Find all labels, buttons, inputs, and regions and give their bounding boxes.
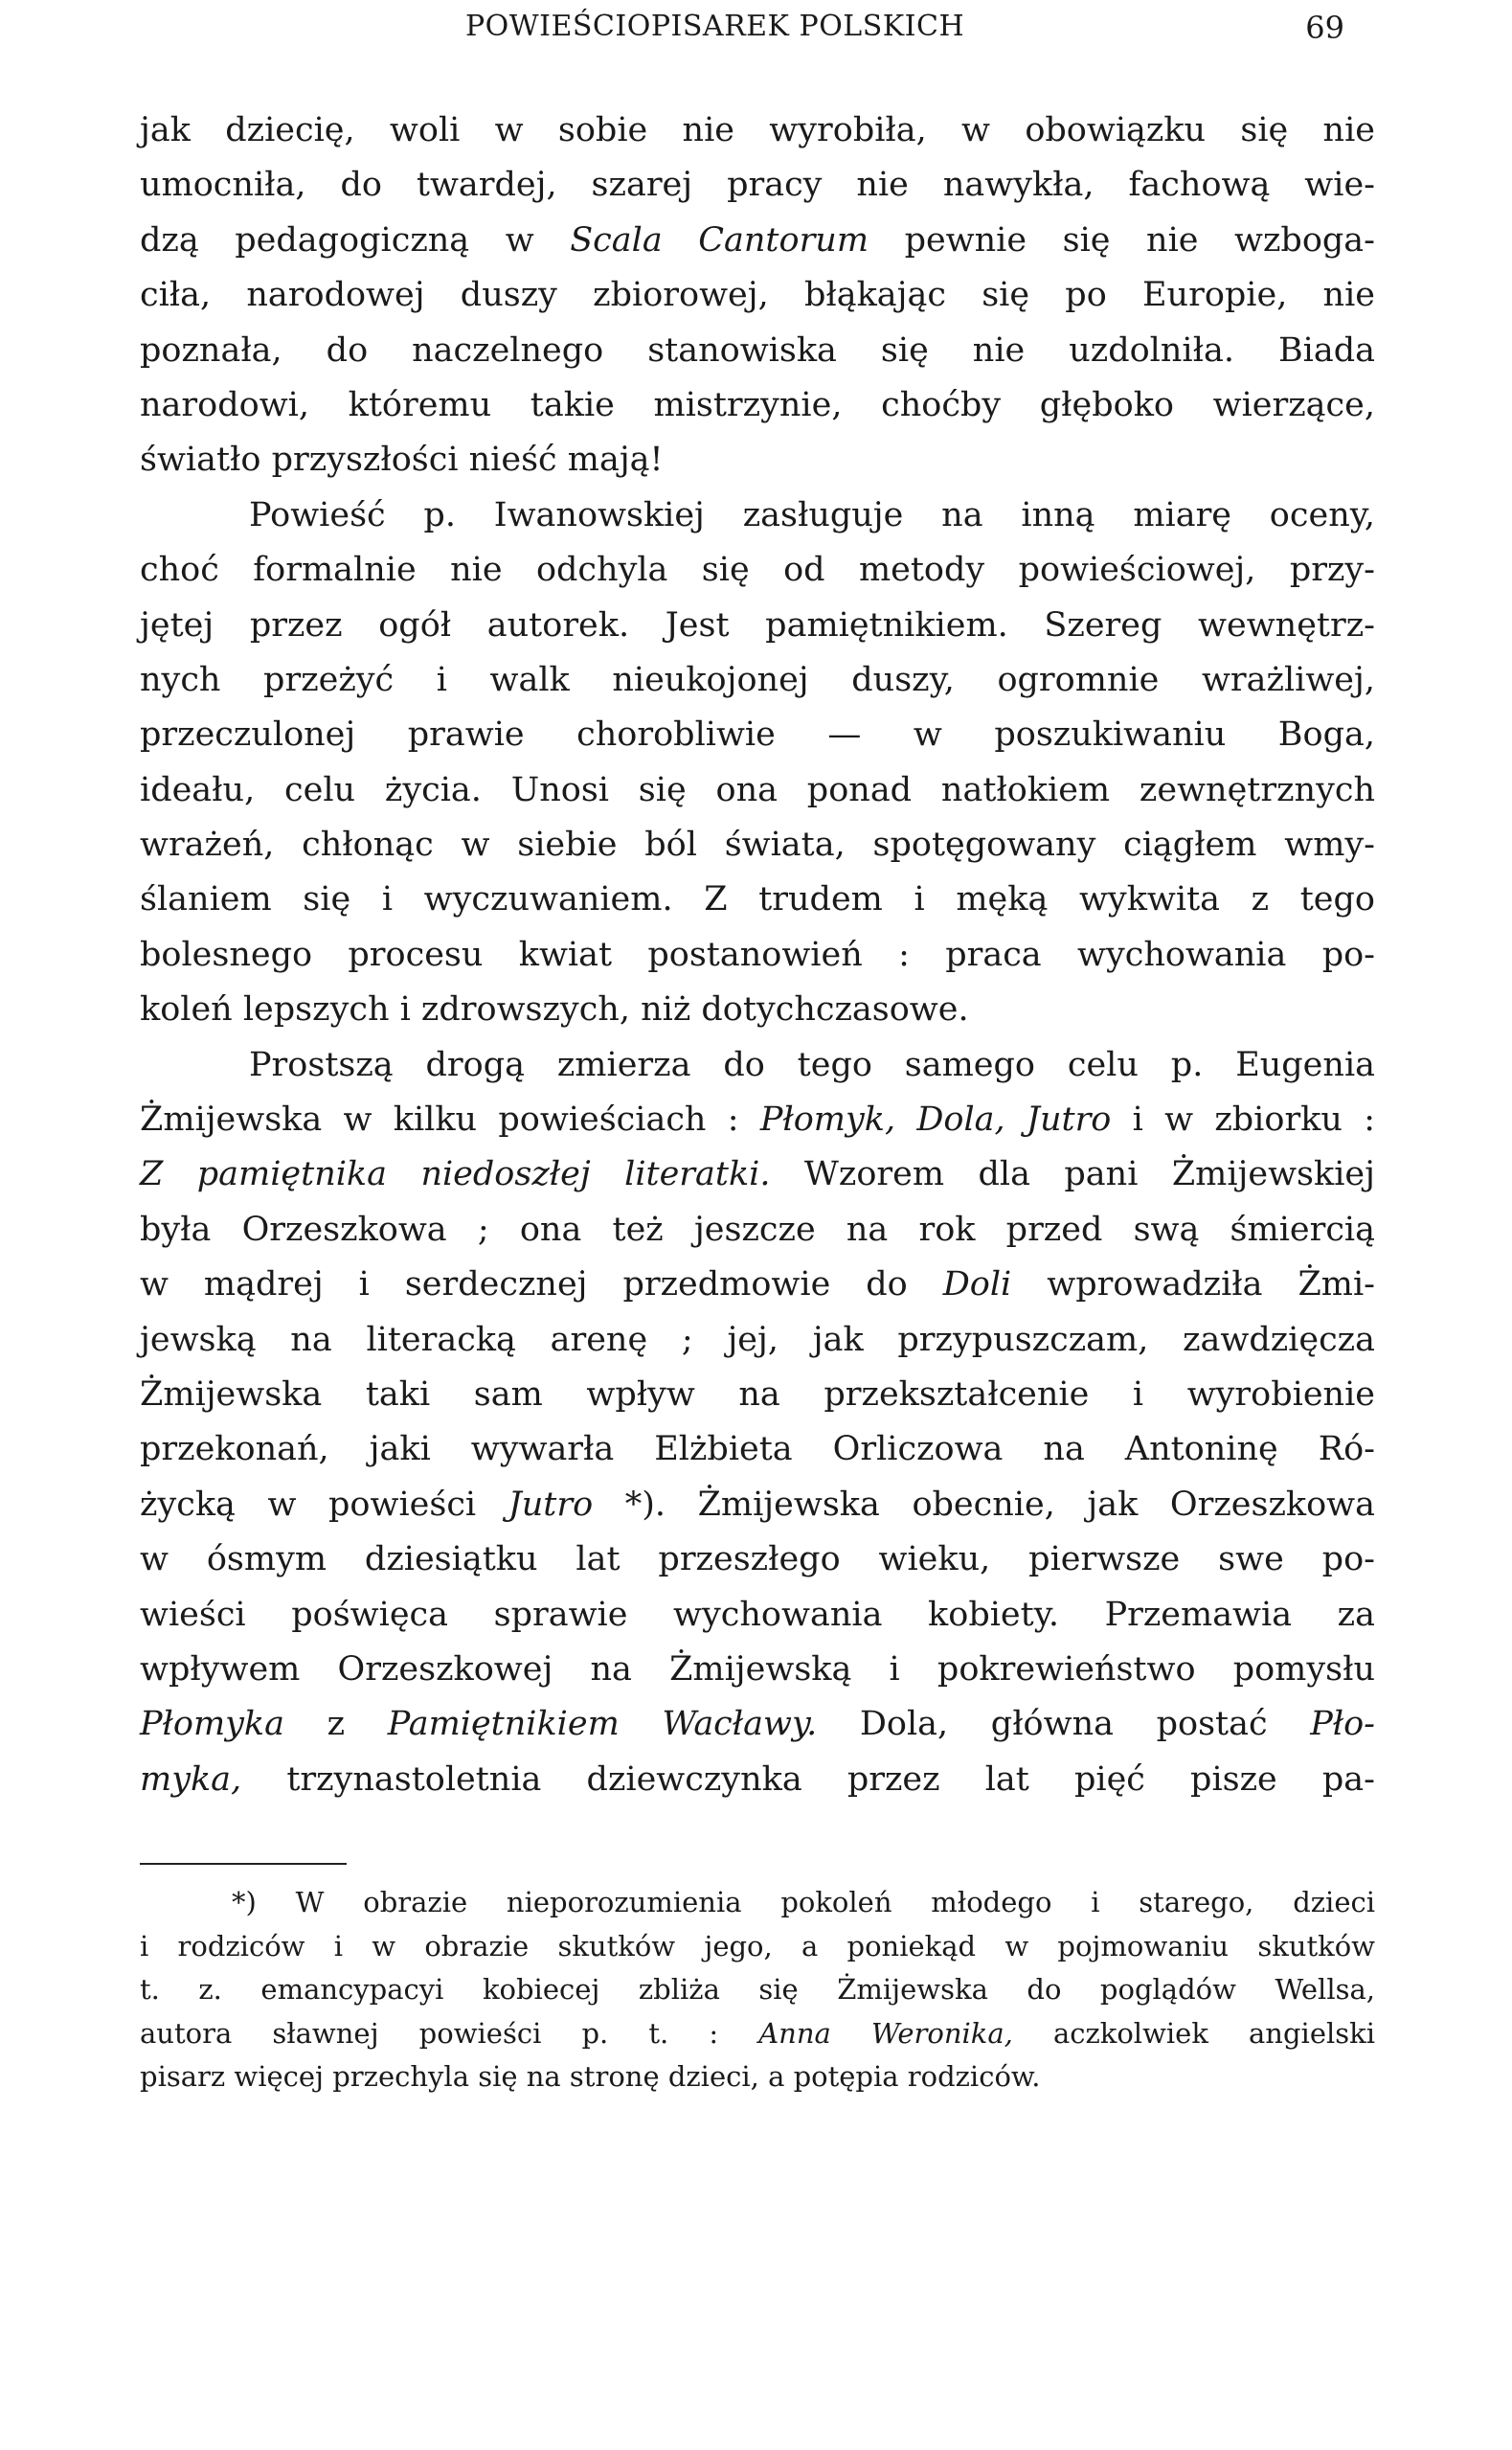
text-line: [140, 103, 1375, 158]
footnote-line: [140, 1881, 1375, 1925]
italic-text: Doli: [942, 1265, 1012, 1304]
main-text: [140, 103, 1375, 1807]
text-segment: jak dziecię, woli w sobie nie wyrobiła, w obowiązku się nie: [140, 111, 1375, 149]
text-segment: Wzorem dla pani Żmijewskiej: [770, 1155, 1375, 1194]
text-segment: trzynastoletnia dziewczynka przez lat pięć pisze pa-: [241, 1759, 1375, 1799]
text-segment: *) W obrazie nieporozumienia pokoleń młodego i starego, dzieci: [232, 1886, 1375, 1918]
text-segment: t. z. emancypacyi kobiecej zbliża się Żmijewska do poglądów Wellsa,: [140, 1973, 1375, 2007]
text-segment: Powieść p. Iwanowskiej zasługuje na inną miarę oceny,: [249, 495, 1375, 534]
footnote-line: [140, 2055, 1375, 2099]
text-segment: w ósmym dziesiątku lat przeszłego wieku, pierwsze swe po-: [140, 1540, 1375, 1579]
text-line: [140, 818, 1375, 873]
footnote-line: [140, 2012, 1375, 2056]
text-segment: *). Żmijewska obecnie, jak Orzeszkowa: [593, 1485, 1375, 1524]
footnotes: [140, 1881, 1375, 2099]
text-segment: autora sławnej powieści p. t. :: [140, 2016, 759, 2050]
text-segment: przeczulonej prawie chorobliwie — w poszukiwaniu Boga,: [140, 715, 1375, 755]
text-line: [140, 433, 1375, 488]
text-line: [140, 1422, 1375, 1477]
text-line: [140, 378, 1375, 433]
italic-text: Z pamiętnika niedoszłej literatki.: [140, 1155, 771, 1194]
text-segment: ciła, narodowej duszy zbiorowej, błąkając się po Europie, nie: [140, 276, 1375, 315]
text-segment: Prostszą drogą zmierza do tego samego celu p. Eugenia: [249, 1045, 1375, 1084]
footnote-line: [140, 1925, 1375, 1969]
text-line: [140, 928, 1375, 983]
italic-text: myka,: [140, 1759, 242, 1799]
text-segment: wieści poświęca sprawie wychowania kobiety. Przemawia za: [140, 1595, 1375, 1634]
text-segment: pisarz więcej przechyla się na stronę dzieci, a potępia rodziców.: [140, 2060, 1041, 2094]
text-line: [140, 1643, 1375, 1697]
italic-text: Płomyk, Dola, Jutro: [759, 1100, 1112, 1140]
text-line: [140, 653, 1375, 708]
italic-text: Jutro: [508, 1485, 594, 1524]
text-segment: ideału, celu życia. Unosi się ona ponad natłokiem zewnętrznych: [140, 770, 1375, 809]
text-segment: i w zbiorku :: [1111, 1100, 1375, 1140]
text-segment: wrażeń, chłonąc w siebie ból świata, spotęgowany ciągłem wmy-: [140, 826, 1375, 865]
italic-text: Płomyka: [140, 1705, 285, 1744]
text-segment: poznała, do naczelnego stanowiska się nie uzdolniła. Biada: [140, 330, 1375, 370]
text-segment: przekonań, jaki wywarła Elżbieta Orliczowa na Antoninę Ró-: [140, 1430, 1375, 1469]
text-segment: była Orzeszkowa ; ona też jeszcze na rok przed swą śmiercią: [140, 1210, 1375, 1249]
text-segment: w mądrej i serdecznej przedmowie do: [140, 1265, 943, 1304]
running-header: [140, 10, 1375, 48]
text-line: [140, 324, 1375, 378]
text-line: [140, 1258, 1375, 1312]
text-line: [140, 873, 1375, 927]
text-line: [140, 214, 1375, 268]
text-line: [140, 983, 1375, 1037]
text-line: [140, 1532, 1375, 1587]
text-line: [140, 1038, 1375, 1093]
text-line: [140, 1313, 1375, 1368]
text-segment: z: [284, 1705, 388, 1744]
text-segment: ślaniem się i wyczuwaniem. Z trudem i męką wykwita z tego: [140, 880, 1375, 919]
text-line: [140, 1588, 1375, 1643]
text-segment: życką w powieści: [140, 1485, 508, 1524]
text-segment: i rodziców i w obrazie skutków jego, a poniekąd w pojmowaniu skutków: [140, 1929, 1375, 1962]
text-line: [140, 1478, 1375, 1532]
text-segment: Dola, główna postać: [817, 1705, 1311, 1744]
text-segment: światło przyszłości nieść mają!: [140, 441, 664, 480]
italic-text: Scala Cantorum: [570, 220, 869, 260]
text-line: [140, 1368, 1375, 1422]
text-line: [140, 763, 1375, 818]
text-line: [140, 1753, 1375, 1807]
text-line: [140, 543, 1375, 598]
text-line: [140, 1093, 1375, 1147]
text-line: [140, 1203, 1375, 1258]
text-segment: pewnie się nie wzboga-: [869, 220, 1375, 260]
italic-text: Pamiętnikiem Wacławy.: [387, 1705, 818, 1744]
running-title: POWIEŚCIOPISAREK POLSKICH: [465, 10, 965, 43]
footnote-line: [140, 1968, 1375, 2012]
text-segment: aczkolwiek angielski: [1012, 2016, 1375, 2050]
text-segment: Żmijewska w kilku powieściach :: [140, 1100, 760, 1140]
text-segment: narodowi, któremu takie mistrzynie, choćby głęboko wierzące,: [140, 385, 1375, 424]
text-segment: wpływem Orzeszkowej na Żmijewską i pokrewieństwo pomysłu: [140, 1649, 1375, 1689]
text-line: [140, 268, 1375, 323]
text-segment: jewską na literacką arenę ; jej, jak przypuszczam, zawdzięcza: [140, 1320, 1375, 1359]
text-segment: choć formalnie nie odchyla się od metody powieściowej, przy-: [140, 551, 1375, 590]
text-segment: bolesnego procesu kwiat postanowień : praca wychowania po-: [140, 935, 1375, 974]
italic-text: Pło-: [1310, 1705, 1375, 1744]
text-segment: dzą pedagogiczną w: [140, 220, 571, 260]
text-line: [140, 1697, 1375, 1752]
text-line: [140, 488, 1375, 543]
text-segment: jętej przez ogół autorek. Jest pamiętnikiem. Szereg wewnętrz-: [140, 605, 1375, 645]
text-line: [140, 708, 1375, 762]
text-line: [140, 1147, 1375, 1202]
text-line: [140, 599, 1375, 653]
text-segment: Żmijewska taki sam wpływ na przekształcenie i wyrobienie: [140, 1374, 1375, 1414]
text-segment: wprowadziła Żmi-: [1011, 1265, 1375, 1304]
text-segment: koleń lepszych i zdrowszych, niż dotychczasowe.: [140, 990, 969, 1030]
page-number: 69: [1305, 10, 1344, 46]
text-segment: nych przeżyć i walk nieukojonej duszy, ogromnie wrażliwej,: [140, 660, 1375, 699]
text-segment: umocniła, do twardej, szarej pracy nie nawykła, fachową wie-: [140, 166, 1375, 205]
footnote-separator: [140, 1863, 347, 1865]
italic-text: Anna Weronika,: [758, 2016, 1013, 2050]
text-line: [140, 158, 1375, 213]
